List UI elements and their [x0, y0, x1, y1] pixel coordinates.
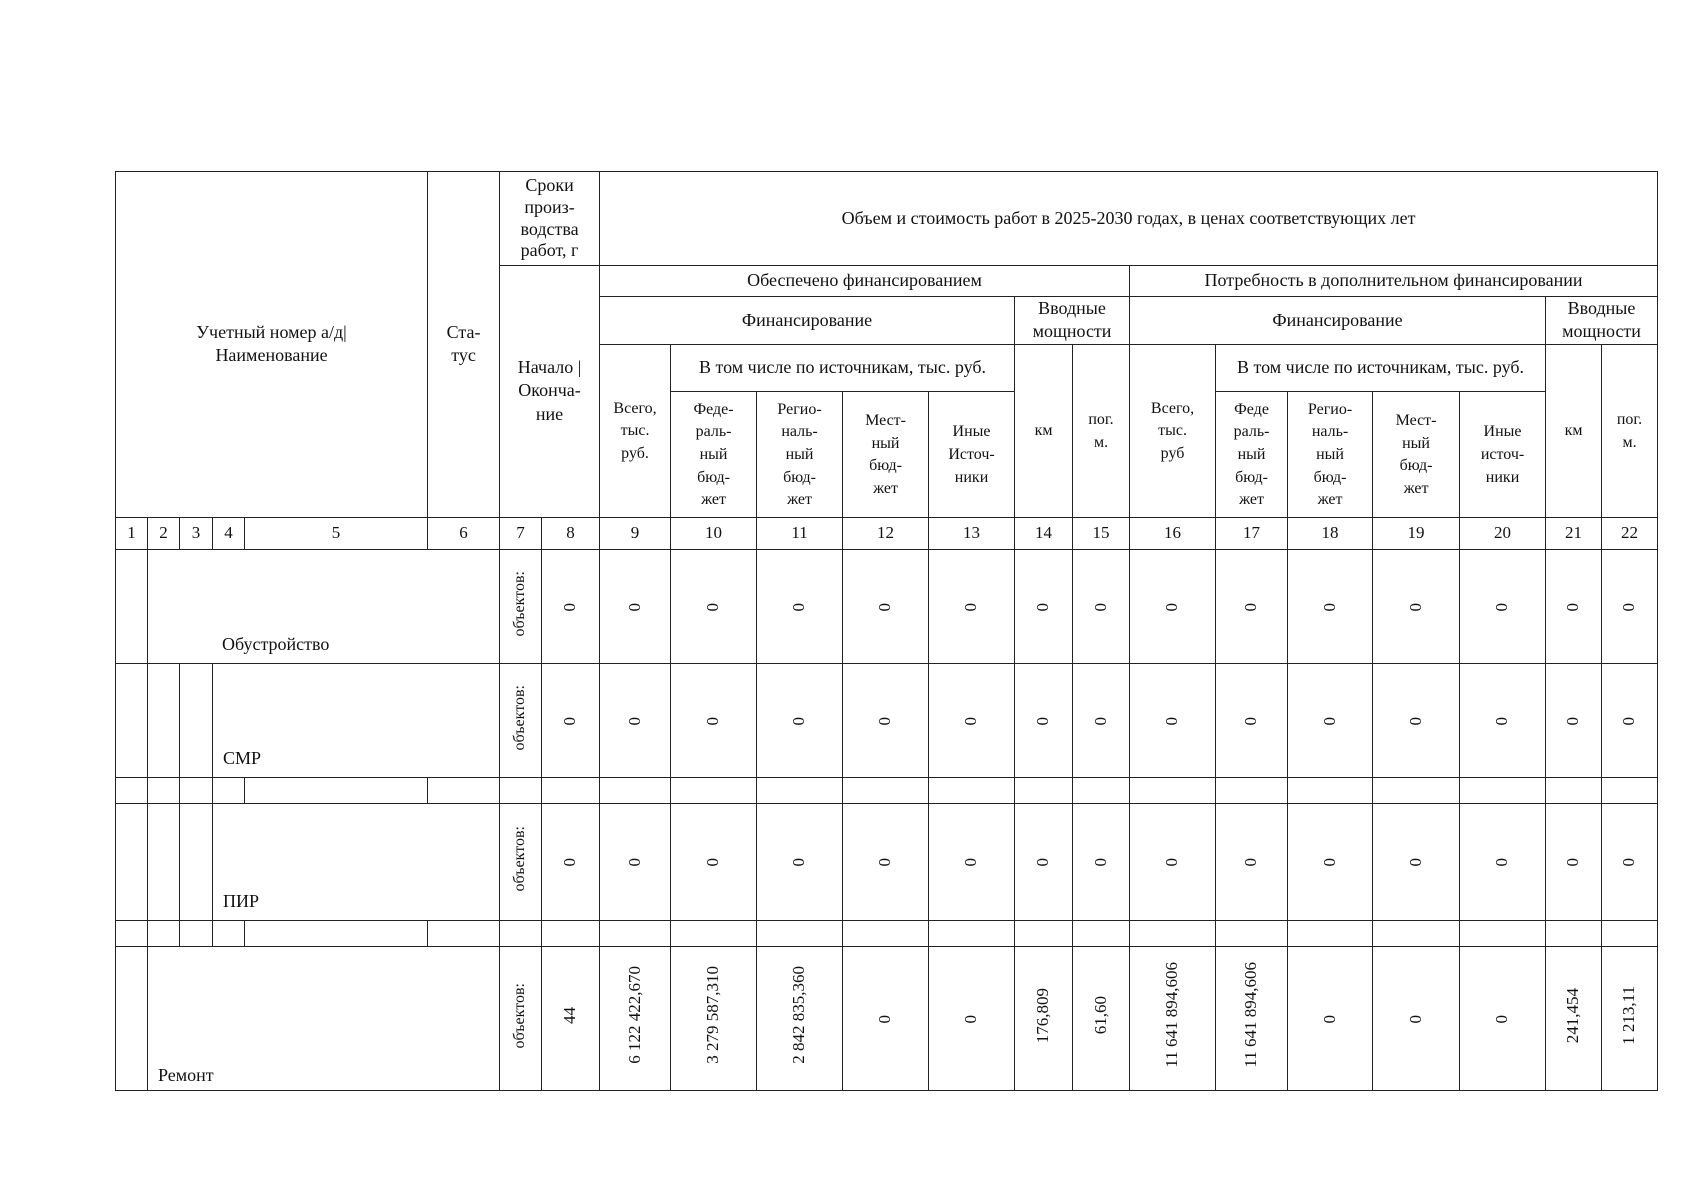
value-cell	[1216, 803, 1288, 920]
cell-2	[148, 663, 180, 777]
km-secured-header	[1015, 344, 1073, 517]
objects-count-cell	[542, 549, 600, 663]
value-cell	[1073, 946, 1130, 1090]
value-cell	[1015, 803, 1073, 920]
value-text: 0	[624, 716, 644, 726]
federal-secured-text: Феде- раль- ный бюд- жет	[693, 400, 734, 509]
value-cell	[671, 663, 757, 777]
value-cell	[1373, 946, 1460, 1090]
value-text: 0	[1492, 602, 1512, 612]
other-additional-text: Иные источ- ники	[1480, 423, 1525, 486]
value-text: 0	[624, 602, 644, 612]
value-text: 176,809	[1033, 987, 1053, 1043]
value-text: 0	[875, 858, 895, 867]
value-cell	[1130, 946, 1216, 1090]
value-text: 11 641 894,606	[1241, 962, 1261, 1069]
value-cell	[1073, 663, 1130, 777]
column-number-14: 14	[1015, 517, 1073, 549]
regional-additional-header	[1288, 391, 1373, 517]
category-cell	[148, 549, 500, 663]
value-cell	[600, 663, 671, 777]
value-cell	[1073, 803, 1130, 920]
total-secured-header	[600, 344, 671, 517]
value-text: 0	[1241, 602, 1261, 612]
column-number-4: 4	[213, 517, 245, 549]
value-cell	[757, 803, 843, 920]
objects-count-cell	[542, 663, 600, 777]
value-text: 0	[703, 716, 723, 726]
category-cell	[213, 803, 500, 920]
value-text: 0	[1319, 716, 1339, 726]
value-cell	[671, 803, 757, 920]
objects-label: объектов:	[511, 982, 529, 1048]
value-text: 3 279 587,310	[703, 966, 723, 1065]
federal-additional-header	[1216, 391, 1288, 517]
value-cell	[1602, 663, 1658, 777]
value-cell	[929, 549, 1015, 663]
value-text: 0	[1162, 602, 1182, 612]
value-text: 6 122 422,670	[624, 966, 644, 1065]
value-cell	[600, 803, 671, 920]
value-cell	[929, 663, 1015, 777]
value-cell	[1546, 946, 1602, 1090]
value-text: 0	[1090, 858, 1110, 867]
value-text: 0	[1405, 1014, 1425, 1024]
column-number-20: 20	[1460, 517, 1546, 549]
financing-secured-header	[600, 297, 1015, 345]
value-cell	[1130, 803, 1216, 920]
value-cell	[1460, 946, 1546, 1090]
value-text: 11 641 894,606	[1162, 962, 1182, 1069]
value-text: 0	[961, 716, 981, 726]
objects-count: 0	[560, 858, 580, 867]
objects-label-cell	[500, 803, 542, 920]
input-capacity-additional-header	[1546, 297, 1658, 345]
value-cell	[671, 946, 757, 1090]
objects-count-cell	[542, 946, 600, 1090]
value-cell	[1015, 946, 1073, 1090]
column-number-11: 11	[757, 517, 843, 549]
objects-label-cell	[500, 663, 542, 777]
cell-1	[116, 803, 148, 920]
value-text: 0	[1319, 858, 1339, 867]
other-secured-text: Иные Источ- ники	[948, 423, 995, 486]
financing-additional-header	[1130, 297, 1546, 345]
column-number-6: 6	[428, 517, 500, 549]
value-text: 0	[1492, 1014, 1512, 1024]
column-number-8: 8	[542, 517, 600, 549]
category-cell	[148, 946, 500, 1090]
regional-additional-text: Регио- наль- ный бюд- жет	[1307, 400, 1353, 509]
category-cell	[213, 663, 500, 777]
input-capacity-secured-text: Вводные мощности	[1032, 298, 1112, 342]
value-cell	[1073, 549, 1130, 663]
value-text: 0	[1492, 858, 1512, 867]
table-row-smr	[116, 663, 1658, 777]
value-text: 0	[703, 858, 723, 867]
value-text: 0	[1090, 716, 1110, 726]
value-text: 1 213,11	[1619, 985, 1639, 1045]
value-cell	[1130, 549, 1216, 663]
total-additional-text: Всего, тыс. руб	[1150, 399, 1195, 463]
value-cell	[1015, 663, 1073, 777]
column-number-1: 1	[116, 517, 148, 549]
value-text: 0	[875, 602, 895, 612]
works-table	[115, 171, 1658, 1091]
other-additional-header	[1460, 391, 1546, 517]
objects-label: объектов:	[511, 570, 529, 636]
value-text: 0	[1162, 716, 1182, 726]
by-sources-secured-header	[671, 344, 1015, 391]
value-cell	[1546, 803, 1602, 920]
objects-count: 0	[560, 716, 580, 726]
value-cell	[1216, 663, 1288, 777]
pog-m-secured-text: пог. м.	[1088, 411, 1114, 451]
value-cell	[1373, 663, 1460, 777]
column-number-18: 18	[1288, 517, 1373, 549]
km-secured-text: км	[1034, 422, 1053, 440]
value-text: 0	[1033, 858, 1053, 867]
financing-additional-text: Финансирование	[1272, 309, 1403, 330]
name-header-text: Учетный номер а/д| Наименование	[196, 322, 347, 366]
value-cell	[1602, 549, 1658, 663]
value-text: 0	[1319, 1014, 1339, 1024]
value-cell	[929, 803, 1015, 920]
objects-label-cell	[500, 946, 542, 1090]
value-cell	[843, 803, 929, 920]
value-text: 0	[1090, 602, 1110, 612]
value-text: 0	[1492, 716, 1512, 726]
value-cell	[1460, 663, 1546, 777]
value-text: 0	[1619, 602, 1639, 612]
regional-secured-text: Регио- наль- ный бюд- жет	[777, 400, 822, 509]
column-number-row	[116, 517, 1658, 549]
value-text: 0	[789, 858, 809, 867]
value-cell	[843, 549, 929, 663]
value-cell	[1373, 803, 1460, 920]
column-number-17: 17	[1216, 517, 1288, 549]
value-text: 241,454	[1563, 987, 1583, 1043]
volume-header-text: Объем и стоимость работ в 2025-2030 годах, в ценах соответствующих лет	[841, 207, 1416, 228]
value-cell	[1546, 549, 1602, 663]
cell-2	[148, 803, 180, 920]
value-text: 0	[1405, 602, 1425, 612]
column-number-22: 22	[1602, 517, 1658, 549]
additional-header-text: Потребность в дополнительном финансировании	[1204, 270, 1583, 291]
federal-secured-header	[671, 391, 757, 517]
local-secured-text: Мест- ный бюд- жет	[865, 412, 906, 497]
column-number-7: 7	[500, 517, 542, 549]
financing-secured-text: Финансирование	[741, 309, 873, 330]
local-additional-text: Мест- ный бюд- жет	[1395, 412, 1437, 497]
value-text: 0	[1033, 716, 1053, 726]
column-number-12: 12	[843, 517, 929, 549]
by-sources-additional-text: В том числе по источникам, тыс. руб.	[1237, 357, 1525, 378]
total-additional-header	[1130, 344, 1216, 517]
column-number-10: 10	[671, 517, 757, 549]
term-header	[500, 172, 600, 266]
value-cell	[1373, 549, 1460, 663]
value-cell	[1015, 549, 1073, 663]
value-text: 0	[1033, 602, 1053, 612]
column-number-13: 13	[929, 517, 1015, 549]
value-cell	[1460, 549, 1546, 663]
by-sources-secured-text: В том числе по источникам, тыс. руб.	[699, 357, 987, 378]
term-header-text: Сроки произ- водства работ, г	[520, 175, 579, 261]
value-text: 0	[875, 716, 895, 726]
value-text: 0	[1619, 858, 1639, 867]
value-cell	[843, 663, 929, 777]
value-cell	[1130, 663, 1216, 777]
value-cell	[1288, 803, 1373, 920]
category-label: Ремонт	[158, 1065, 214, 1086]
cell-1	[116, 549, 148, 663]
column-number-16: 16	[1130, 517, 1216, 549]
value-text: 0	[1241, 716, 1261, 726]
cell-1	[116, 946, 148, 1090]
category-label: Обустройство	[222, 634, 330, 655]
value-cell	[1288, 946, 1373, 1090]
secured-header	[600, 266, 1130, 297]
local-secured-header	[843, 391, 929, 517]
value-text: 0	[1563, 716, 1583, 726]
value-cell	[929, 946, 1015, 1090]
table-row-remont	[116, 946, 1658, 1090]
objects-count: 0	[560, 602, 580, 612]
value-text: 0	[789, 716, 809, 726]
column-number-21: 21	[1546, 517, 1602, 549]
value-text: 0	[1405, 716, 1425, 726]
cell-3	[180, 663, 213, 777]
objects-count-cell	[542, 803, 600, 920]
value-text: 0	[961, 602, 981, 612]
total-secured-text: Всего, тыс. руб.	[613, 399, 657, 463]
value-text: 0	[624, 858, 644, 867]
table-row-pir	[116, 803, 1658, 920]
value-text: 2 842 835,360	[789, 966, 809, 1065]
value-text: 0	[703, 602, 723, 612]
value-text: 0	[1405, 858, 1425, 867]
status-header	[428, 172, 500, 518]
additional-header	[1130, 266, 1658, 297]
by-sources-additional-header	[1216, 344, 1546, 391]
value-cell	[1288, 549, 1373, 663]
value-text: 0	[1619, 716, 1639, 726]
spacer-row	[116, 920, 1658, 946]
value-text: 0	[1319, 602, 1339, 612]
pog-m-additional-header	[1602, 344, 1658, 517]
value-text: 0	[875, 1014, 895, 1024]
km-additional-text: км	[1564, 422, 1583, 440]
column-number-9: 9	[600, 517, 671, 549]
objects-count: 44	[560, 1006, 580, 1024]
table-row-obustroystvo	[116, 549, 1658, 663]
volume-header	[600, 172, 1658, 266]
federal-additional-text: Феде раль- ный бюд- жет	[1233, 400, 1270, 509]
column-number-3: 3	[180, 517, 213, 549]
value-cell	[757, 549, 843, 663]
value-cell	[671, 549, 757, 663]
cell-1	[116, 663, 148, 777]
value-cell	[1602, 803, 1658, 920]
category-label: ПИР	[223, 891, 260, 912]
term-sub-header	[500, 266, 600, 518]
cell-3	[180, 803, 213, 920]
name-header	[116, 172, 428, 518]
term-sub-text: Начало | Оконча- ние	[517, 357, 582, 424]
spacer-row	[116, 777, 1658, 803]
value-cell	[600, 549, 671, 663]
value-cell	[1288, 663, 1373, 777]
value-text: 0	[961, 1014, 981, 1024]
value-cell	[1460, 803, 1546, 920]
input-capacity-additional-text: Вводные мощности	[1562, 298, 1641, 342]
column-number-5: 5	[245, 517, 428, 549]
objects-label: объектов:	[511, 684, 529, 750]
secured-header-text: Обеспечено финансированием	[747, 270, 982, 291]
local-additional-header	[1373, 391, 1460, 517]
status-header-text: Ста- тус	[446, 322, 481, 366]
value-cell	[1546, 663, 1602, 777]
column-number-15: 15	[1073, 517, 1130, 549]
value-cell	[1216, 946, 1288, 1090]
value-cell	[843, 946, 929, 1090]
km-additional-header	[1546, 344, 1602, 517]
value-cell	[757, 946, 843, 1090]
pog-m-secured-header	[1073, 344, 1130, 517]
input-capacity-secured-header	[1015, 297, 1130, 345]
column-number-2: 2	[148, 517, 180, 549]
objects-label-cell	[500, 549, 542, 663]
value-cell	[757, 663, 843, 777]
value-cell	[600, 946, 671, 1090]
other-secured-header	[929, 391, 1015, 517]
value-text: 0	[961, 858, 981, 867]
value-text: 0	[1563, 602, 1583, 612]
category-label: СМР	[223, 748, 262, 769]
value-text: 0	[789, 602, 809, 612]
value-cell	[1216, 549, 1288, 663]
column-number-19: 19	[1373, 517, 1460, 549]
regional-secured-header	[757, 391, 843, 517]
value-cell	[1602, 946, 1658, 1090]
value-text: 0	[1241, 858, 1261, 867]
pog-m-additional-text: пог. м.	[1616, 411, 1643, 451]
value-text: 0	[1563, 858, 1583, 867]
value-text: 61,60	[1090, 996, 1110, 1035]
objects-label: объектов:	[511, 826, 529, 892]
value-text: 0	[1162, 858, 1182, 867]
